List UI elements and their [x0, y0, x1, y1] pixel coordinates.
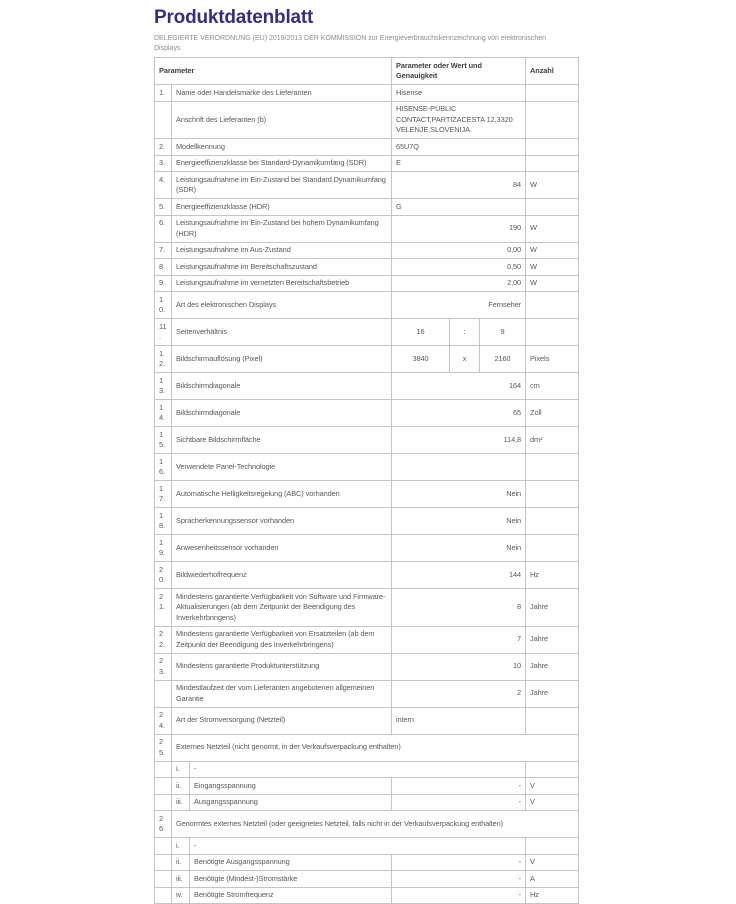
table-row: [155, 373, 579, 400]
cell-value: HISENSE-PUBLIC CONTACT,PARTIZACESTA 12,3320 VELENJE,SLOVENIJA: [392, 101, 526, 139]
cell-label: Bildschirmauflösung (Pixel): [172, 346, 392, 373]
cell-number: [155, 871, 172, 888]
table-row: [155, 85, 579, 102]
cell-number: 1.: [155, 85, 172, 102]
cell-value: 8: [392, 589, 526, 627]
cell-number: 5.: [155, 199, 172, 216]
table-body: [155, 85, 579, 904]
cell-number: 20.: [155, 562, 172, 589]
table-row: [155, 259, 579, 276]
table-row: [155, 508, 579, 535]
cell-subnumber: iii.: [172, 871, 190, 888]
cell-number: [155, 778, 172, 795]
cell-label: Bildschirmdiagonale: [172, 373, 392, 400]
cell-label: Leistungsaufnahme im Ein-Zustand bei hohem Dynamikumfang (HDR): [172, 215, 392, 242]
cell-unit: [526, 535, 579, 562]
cell-label: Automatische Helligkeitsregelung (ABC) vorhanden: [172, 481, 392, 508]
cell-value: -: [392, 778, 526, 795]
cell-label: Benötigte Stromfrequenz: [190, 887, 392, 904]
cell-number: 22.: [155, 626, 172, 653]
cell-number: [155, 761, 172, 778]
cell-value: 114,8: [392, 427, 526, 454]
cell-number: 18.: [155, 508, 172, 535]
cell-label: Leistungsaufnahme im Bereitschaftszustand: [172, 259, 392, 276]
table-row: [155, 155, 579, 172]
cell-value: Fernseher: [392, 292, 526, 319]
cell-label: Leistungsaufnahme im vernetzten Bereitschaftsbetrieb: [172, 275, 392, 292]
cell-unit: [526, 155, 579, 172]
cell-label: Seitenverhältnis: [172, 319, 392, 346]
cell-unit: [526, 707, 579, 734]
cell-value: [392, 454, 526, 481]
cell-number: 4.: [155, 172, 172, 199]
cell-value: 7: [392, 626, 526, 653]
cell-value: 0,00: [392, 242, 526, 259]
column-header-parameter: Parameter: [155, 58, 392, 85]
table-row: [155, 481, 579, 508]
cell-label: Energieeffizienzklasse bei Standard-Dynamikumfang (SDR): [172, 155, 392, 172]
table-row: [155, 562, 579, 589]
cell-unit: dm²: [526, 427, 579, 454]
cell-label: Sichtbare Bildschirmfläche: [172, 427, 392, 454]
cell-value: Hisense: [392, 85, 526, 102]
table-row: [155, 778, 579, 795]
cell-unit: Hz: [526, 887, 579, 904]
cell-unit: [526, 199, 579, 216]
cell-value: 65U7Q: [392, 139, 526, 156]
table-row: [155, 854, 579, 871]
cell-unit: V: [526, 778, 579, 795]
cell-unit: [526, 139, 579, 156]
cell-number: 26.: [155, 811, 172, 838]
cell-value: -: [190, 838, 526, 855]
cell-value: Nein: [392, 481, 526, 508]
cell-subnumber: i.: [172, 838, 190, 855]
cell-label: Mindestens garantierte Produktunterstützung: [172, 653, 392, 680]
cell-label: Benötigte Ausgangsspannung: [190, 854, 392, 871]
table-row: [155, 871, 579, 888]
cell-value-first: 3840: [392, 346, 450, 373]
cell-label: Modellkennung: [172, 139, 392, 156]
cell-unit: W: [526, 172, 579, 199]
cell-number: 10.: [155, 292, 172, 319]
cell-number: 21.: [155, 589, 172, 627]
cell-unit: [526, 101, 579, 139]
cell-number: [155, 887, 172, 904]
cell-section-label: Externes Netzteil (nicht genormt, in der Verkaufsverpackung enthalten): [172, 734, 579, 761]
table-row: [155, 794, 579, 811]
cell-value: 10: [392, 653, 526, 680]
cell-value: E: [392, 155, 526, 172]
cell-value: -: [392, 794, 526, 811]
cell-label: Benötigte (Mindest-)Stromstärke: [190, 871, 392, 888]
cell-value: intern: [392, 707, 526, 734]
cell-number: 9.: [155, 275, 172, 292]
cell-label: Eingangsspannung: [190, 778, 392, 795]
cell-value: G: [392, 199, 526, 216]
table-row: [155, 887, 579, 904]
cell-value: 144: [392, 562, 526, 589]
cell-subnumber: i.: [172, 761, 190, 778]
cell-value: 2,00: [392, 275, 526, 292]
table-row: [155, 101, 579, 139]
cell-value: Nein: [392, 508, 526, 535]
cell-number: 14.: [155, 400, 172, 427]
table-row: [155, 626, 579, 653]
cell-value: -: [392, 871, 526, 888]
cell-number: 16.: [155, 454, 172, 481]
cell-section-label: Genormtes externes Netzteil (oder geeignetes Netzteil, falls nicht in der Verkaufsverpackung enthalten): [172, 811, 579, 838]
table-row: [155, 172, 579, 199]
table-row: [155, 139, 579, 156]
cell-unit: Pixels: [526, 346, 579, 373]
cell-number: 8.: [155, 259, 172, 276]
cell-value-separator: :: [450, 319, 480, 346]
cell-label: Energieeffizienzklasse (HDR): [172, 199, 392, 216]
cell-unit: W: [526, 242, 579, 259]
cell-subnumber: ii.: [172, 778, 190, 795]
cell-unit: [526, 481, 579, 508]
cell-number: 3.: [155, 155, 172, 172]
datasheet-table: [154, 57, 579, 904]
cell-value: 164: [392, 373, 526, 400]
cell-unit: [526, 85, 579, 102]
cell-label: Anwesenheitssensor vorhanden: [172, 535, 392, 562]
cell-value: -: [392, 887, 526, 904]
cell-value: 0,50: [392, 259, 526, 276]
cell-unit: [526, 292, 579, 319]
cell-unit: W: [526, 259, 579, 276]
cell-number: [155, 101, 172, 139]
cell-value: -: [392, 854, 526, 871]
table-row: [155, 242, 579, 259]
cell-number: 23.: [155, 653, 172, 680]
cell-unit: [526, 761, 579, 778]
cell-unit: Jahre: [526, 626, 579, 653]
cell-label: Name oder Handelsmarke des Lieferanten: [172, 85, 392, 102]
table-row: [155, 838, 579, 855]
cell-label: Bildschirmdiagonale: [172, 400, 392, 427]
cell-number: 17.: [155, 481, 172, 508]
cell-unit: V: [526, 794, 579, 811]
table-header-row: [155, 58, 579, 85]
table-row: [155, 319, 579, 346]
page-subtitle: DELEGIERTE VERORDNUNG (EU) 2019/2013 DER KOMMISSION zur Energieverbrauchskennzeichnung von elektronischen Displays: [154, 35, 547, 52]
cell-value: 2: [392, 680, 526, 707]
cell-unit: V: [526, 854, 579, 871]
cell-unit: [526, 838, 579, 855]
table-row: [155, 275, 579, 292]
cell-value: 65: [392, 400, 526, 427]
cell-number: 12.: [155, 346, 172, 373]
cell-unit: A: [526, 871, 579, 888]
table-row: [155, 427, 579, 454]
cell-label: Leistungsaufnahme im Ein-Zustand bei Standard Dynamikumfang (SDR): [172, 172, 392, 199]
table-row: [155, 653, 579, 680]
cell-unit: W: [526, 275, 579, 292]
cell-label: Verwendete Panel-Technologie: [172, 454, 392, 481]
table-row: [155, 680, 579, 707]
cell-label: Mindestlaufzeit der vom Lieferanten angebotenen allgemeinen Garantie: [172, 680, 392, 707]
cell-unit: W: [526, 215, 579, 242]
cell-unit: [526, 319, 579, 346]
cell-number: 2.: [155, 139, 172, 156]
table-row: [155, 811, 579, 838]
cell-value-second: 9: [480, 319, 526, 346]
cell-value: Nein: [392, 535, 526, 562]
table-row: [155, 707, 579, 734]
cell-unit: Jahre: [526, 589, 579, 627]
cell-unit: Jahre: [526, 653, 579, 680]
cell-subnumber: iii.: [172, 794, 190, 811]
cell-number: 7.: [155, 242, 172, 259]
column-header-value: Parameter oder Wert und Genauigkeit: [392, 58, 526, 85]
cell-number: [155, 680, 172, 707]
cell-label: Anschrift des Lieferanten (b): [172, 101, 392, 139]
table-row: [155, 535, 579, 562]
cell-label: Art der Stromversorgung (Netzteil): [172, 707, 392, 734]
cell-number: 19.: [155, 535, 172, 562]
column-header-amount: Anzahl: [526, 58, 579, 85]
cell-label: Ausgangsspannung: [190, 794, 392, 811]
page-title: Produktdatenblatt: [154, 7, 314, 28]
cell-number: [155, 838, 172, 855]
table-row: [155, 215, 579, 242]
cell-unit: Jahre: [526, 680, 579, 707]
cell-value: 190: [392, 215, 526, 242]
cell-value: 84: [392, 172, 526, 199]
cell-label: Bildwiederholfrequenz: [172, 562, 392, 589]
cell-label: Mindestens garantierte Verfügbarkeit von Software und Firmware-Aktualisierungen (ab dem Zeitpunkt der Beendigung des Inverkehrbringens): [172, 589, 392, 627]
cell-unit: Zoll: [526, 400, 579, 427]
table-row: [155, 199, 579, 216]
cell-value-second: 2160: [480, 346, 526, 373]
cell-label: Mindestens garantierte Verfügbarkeit von Ersatzteilen (ab dem Zeitpunkt der Beendigung des Inverkehrbringens): [172, 626, 392, 653]
cell-label: Art des elektronischen Displays: [172, 292, 392, 319]
table-row: [155, 346, 579, 373]
cell-number: [155, 794, 172, 811]
document-content: [154, 7, 578, 904]
cell-unit: [526, 454, 579, 481]
table-row: [155, 761, 579, 778]
table-row: [155, 589, 579, 627]
cell-unit: Hz: [526, 562, 579, 589]
cell-unit: [526, 508, 579, 535]
table-row: [155, 292, 579, 319]
table-row: [155, 454, 579, 481]
cell-label: Leistungsaufnahme im Aus-Zustand: [172, 242, 392, 259]
cell-unit: cm: [526, 373, 579, 400]
cell-number: 24.: [155, 707, 172, 734]
cell-number: 25.: [155, 734, 172, 761]
cell-number: [155, 854, 172, 871]
cell-subnumber: ii.: [172, 854, 190, 871]
table-row: [155, 734, 579, 761]
cell-number: 6.: [155, 215, 172, 242]
cell-value-separator: x: [450, 346, 480, 373]
cell-label: Spracherkennungssensor vorhanden: [172, 508, 392, 535]
cell-number: 15.: [155, 427, 172, 454]
cell-value: -: [190, 761, 526, 778]
cell-subnumber: iv.: [172, 887, 190, 904]
cell-number: 11.: [155, 319, 172, 346]
cell-value-first: 16: [392, 319, 450, 346]
table-row: [155, 400, 579, 427]
cell-number: 13.: [155, 373, 172, 400]
